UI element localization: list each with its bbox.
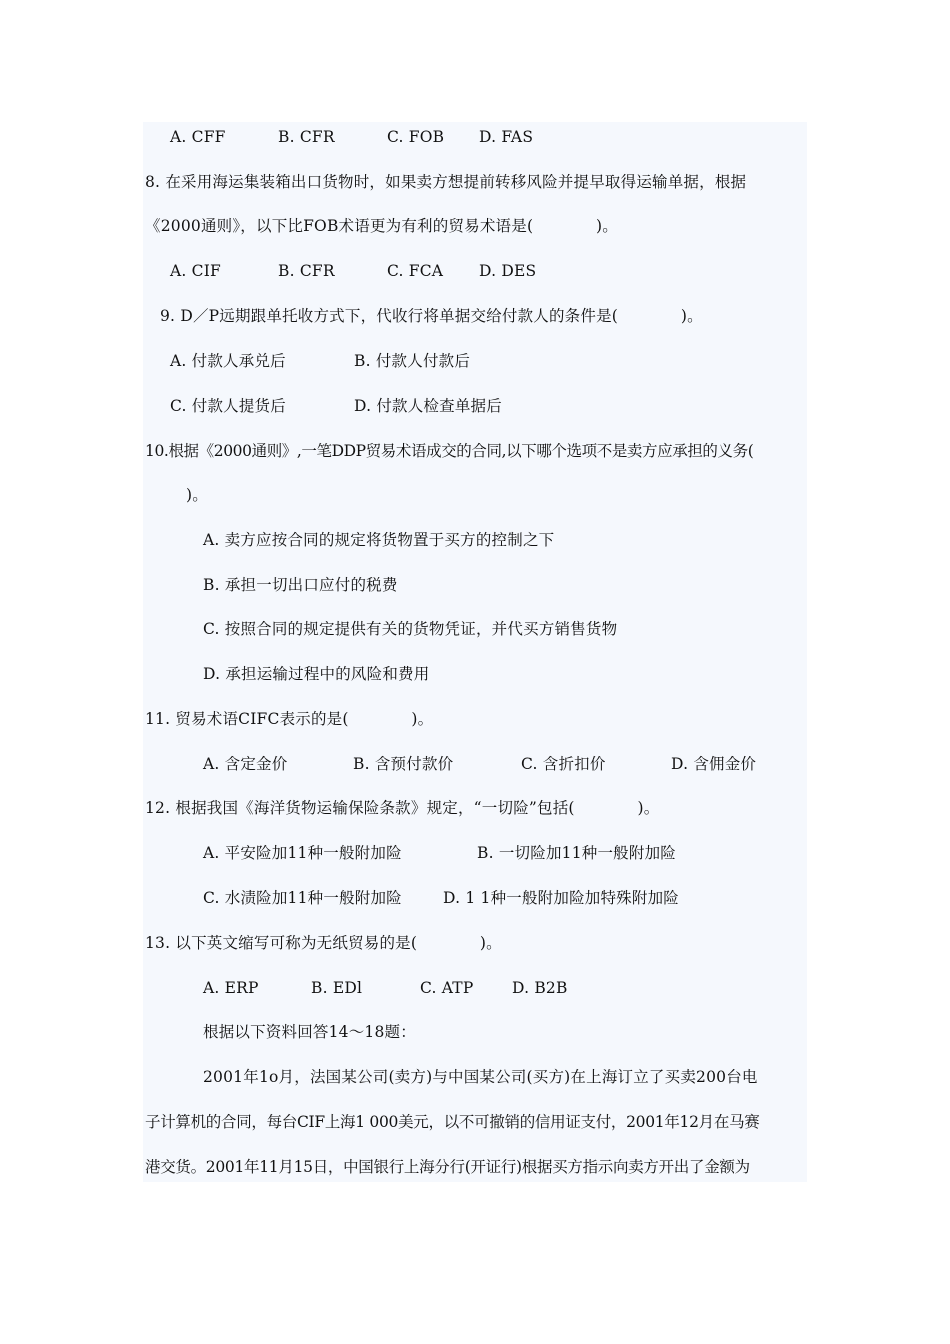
material-line1: 2001年1o月，法国某公司(卖方)与中国某公司(买方)在上海订立了买卖200台电 [203, 1068, 758, 1086]
q12-stem: 12. 根据我国《海洋货物运输保险条款》规定，“一切险”包括( )。 [145, 799, 660, 817]
q12-option-b: B. 一切险加11种一般附加险 [477, 844, 676, 862]
q11-option-d: D. 含佣金价 [671, 755, 757, 773]
q8-option-a: A. CIF [170, 262, 221, 280]
material-intro: 根据以下资料回答14～18题： [203, 1023, 416, 1041]
q11-option-a: A. 含定金价 [203, 755, 288, 773]
q12-option-c: C. 水渍险加11种一般附加险 [203, 889, 402, 907]
q8-options [170, 261, 536, 281]
q8-option-b: B. CFR [278, 262, 335, 280]
q9-option-b: B. 付款人付款后 [354, 352, 471, 370]
q10-stem-line1: 10.根据《2000通则》,一笔DDP贸易术语成交的合同,以下哪个选项不是卖方应承担的义务( [145, 442, 754, 460]
q9-option-d: D. 付款人检查单据后 [354, 397, 502, 415]
q10-stem-line2: )。 [186, 486, 208, 504]
q12-options-row2 [203, 888, 679, 908]
q10-option-b: B. 承担一切出口应付的税费 [203, 576, 398, 594]
material-line3: 港交货。2001年11月15日，中国银行上海分行(开证行)根据买方指示向卖方开出了金额为 [145, 1158, 750, 1176]
q13-option-b: B. EDl [311, 979, 363, 997]
q12-options-row1 [203, 843, 676, 863]
q7-option-a: A. CFF [170, 128, 226, 146]
q9-options-row2 [170, 396, 502, 416]
q10-option-d: D. 承担运输过程中的风险和费用 [203, 665, 430, 683]
q8-option-c: C. FCA [387, 262, 444, 280]
q7-option-b: B. CFR [278, 128, 335, 146]
q9-option-c: C. 付款人提货后 [170, 397, 286, 415]
q13-option-a: A. ERP [203, 979, 259, 997]
q11-option-b: B. 含预付款价 [353, 755, 454, 773]
q7-option-c: C. FOB [387, 128, 445, 146]
q12-option-d: D. 1 1种一般附加险加特殊附加险 [443, 889, 679, 907]
q8-option-d: D. DES [479, 262, 537, 280]
q10-option-a: A. 卖方应按合同的规定将货物置于买方的控制之下 [203, 531, 555, 549]
q9-stem: 9. D／P远期跟单托收方式下，代收行将单据交给付款人的条件是( )。 [160, 307, 703, 325]
q7-option-d: D. FAS [479, 128, 534, 146]
q11-stem: 11. 贸易术语CIFC表示的是( )。 [145, 710, 434, 728]
q13-option-d: D. B2B [512, 979, 568, 997]
q11-option-c: C. 含折扣价 [521, 755, 606, 773]
q9-option-a: A. 付款人承兑后 [170, 352, 286, 370]
q13-stem: 13. 以下英文缩写可称为无纸贸易的是( )。 [145, 934, 502, 952]
q13-options [203, 978, 568, 998]
q10-option-c: C. 按照合同的规定提供有关的货物凭证，并代买方销售货物 [203, 620, 618, 638]
q8-stem-line2: 《2000通则》，以下比FOB术语更为有利的贸易术语是( )。 [145, 217, 618, 235]
q13-option-c: C. ATP [420, 979, 474, 997]
q7-options [170, 127, 533, 147]
q9-options-row1 [170, 351, 470, 371]
q8-stem-line1: 8. 在采用海运集装箱出口货物时，如果卖方想提前转移风险并提早取得运输单据，根据 [145, 173, 747, 191]
material-line2: 子计算机的合同，每台CIF上海1 000美元，以不可撤销的信用证支付，2001年12月在马赛 [145, 1113, 760, 1131]
q11-options [203, 754, 756, 774]
q12-option-a: A. 平安险加11种一般附加险 [203, 844, 402, 862]
